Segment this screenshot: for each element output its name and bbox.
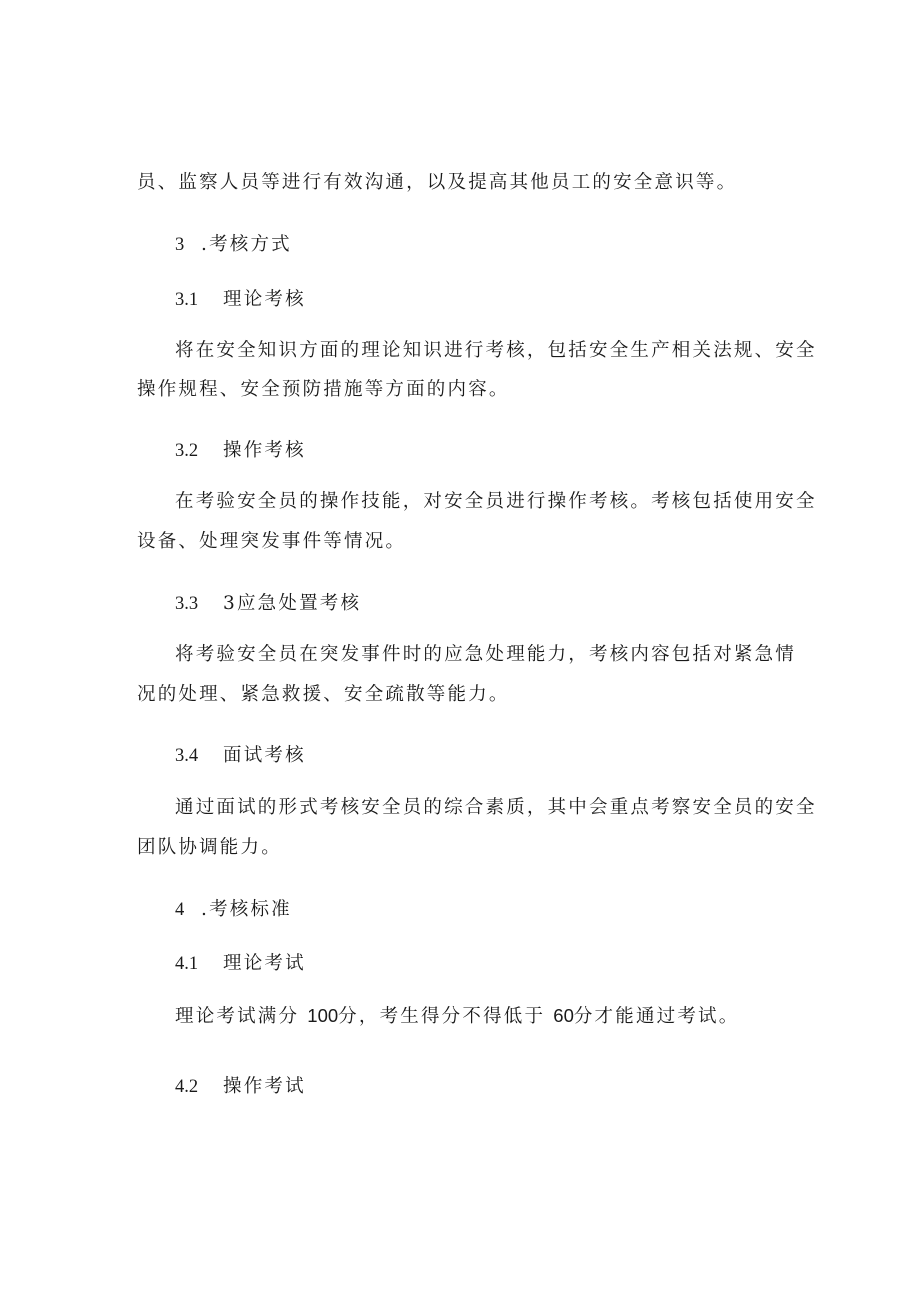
subsection-number: 3.1 [175, 290, 199, 310]
subsection-heading-3-2 [175, 439, 306, 463]
subsection-number: 3.4 [175, 746, 199, 766]
section-title: .考核方式 [201, 234, 292, 255]
paragraph-line [175, 796, 817, 820]
paragraph-text: 分才能通过考试。 [573, 1006, 740, 1027]
full-score-number: 100 [307, 1005, 339, 1026]
subsection-title: 操作考试 [223, 1076, 306, 1097]
paragraph-continuation [137, 171, 737, 195]
section-title: .考核标准 [201, 899, 292, 920]
subsection-heading-4-2 [175, 1075, 306, 1099]
subsection-title: 操作考核 [223, 440, 306, 461]
paragraph-line [137, 378, 510, 402]
paragraph-text: 分，考生得分不得低于 [338, 1006, 546, 1027]
paragraph-line [137, 530, 406, 554]
paragraph-text: 况的处理、紧急救援、安全疏散等能力。 [137, 684, 510, 705]
paragraph-line [175, 490, 817, 514]
subsection-title: 理论考试 [223, 953, 306, 974]
subsection-number: 4.2 [175, 1077, 199, 1097]
paragraph-text: 将考验安全员在突发事件时的应急处理能力，考核内容包括对紧急情 [175, 644, 797, 665]
paragraph-text: 员、监察人员等进行有效沟通，以及提高其他员工的安全意识等。 [137, 172, 738, 193]
subsection-heading-3-4 [175, 744, 306, 768]
paragraph-text: 在考验安全员的操作技能，对安全员进行操作考核。考核包括使用安全 [175, 491, 817, 512]
subsection-number: 3.2 [175, 441, 199, 461]
section-heading-3 [175, 233, 292, 257]
paragraph-line [175, 643, 796, 667]
section-number: 3 [175, 235, 185, 255]
pass-score-number: 60 [553, 1005, 574, 1026]
paragraph-text: 设备、处理突发事件等情况。 [137, 531, 407, 552]
paragraph-line [175, 339, 817, 363]
subsection-number: 3.3 [175, 594, 199, 614]
subsection-title: 3应急处置考核 [223, 593, 362, 614]
paragraph-text: 通过面试的形式考核安全员的综合素质，其中会重点考察安全员的安全 [175, 797, 817, 818]
section-heading-4 [175, 898, 292, 922]
paragraph-text: 团队协调能力。 [137, 837, 282, 858]
subsection-title: 理论考核 [223, 289, 306, 310]
paragraph-text: 理论考试满分 [175, 1006, 300, 1027]
subsection-number: 4.1 [175, 954, 199, 974]
paragraph-text: 将在安全知识方面的理论知识进行考核，包括安全生产相关法规、安全 [175, 340, 817, 361]
section-number: 4 [175, 900, 185, 920]
paragraph-line [137, 683, 510, 707]
subsection-heading-3-1 [175, 288, 306, 312]
paragraph-line [175, 1004, 739, 1029]
paragraph-line [137, 836, 282, 860]
subsection-title: 面试考核 [223, 745, 306, 766]
paragraph-text: 操作规程、安全预防措施等方面的内容。 [137, 379, 510, 400]
subsection-heading-4-1 [175, 952, 306, 976]
subsection-heading-3-3 [175, 592, 361, 616]
